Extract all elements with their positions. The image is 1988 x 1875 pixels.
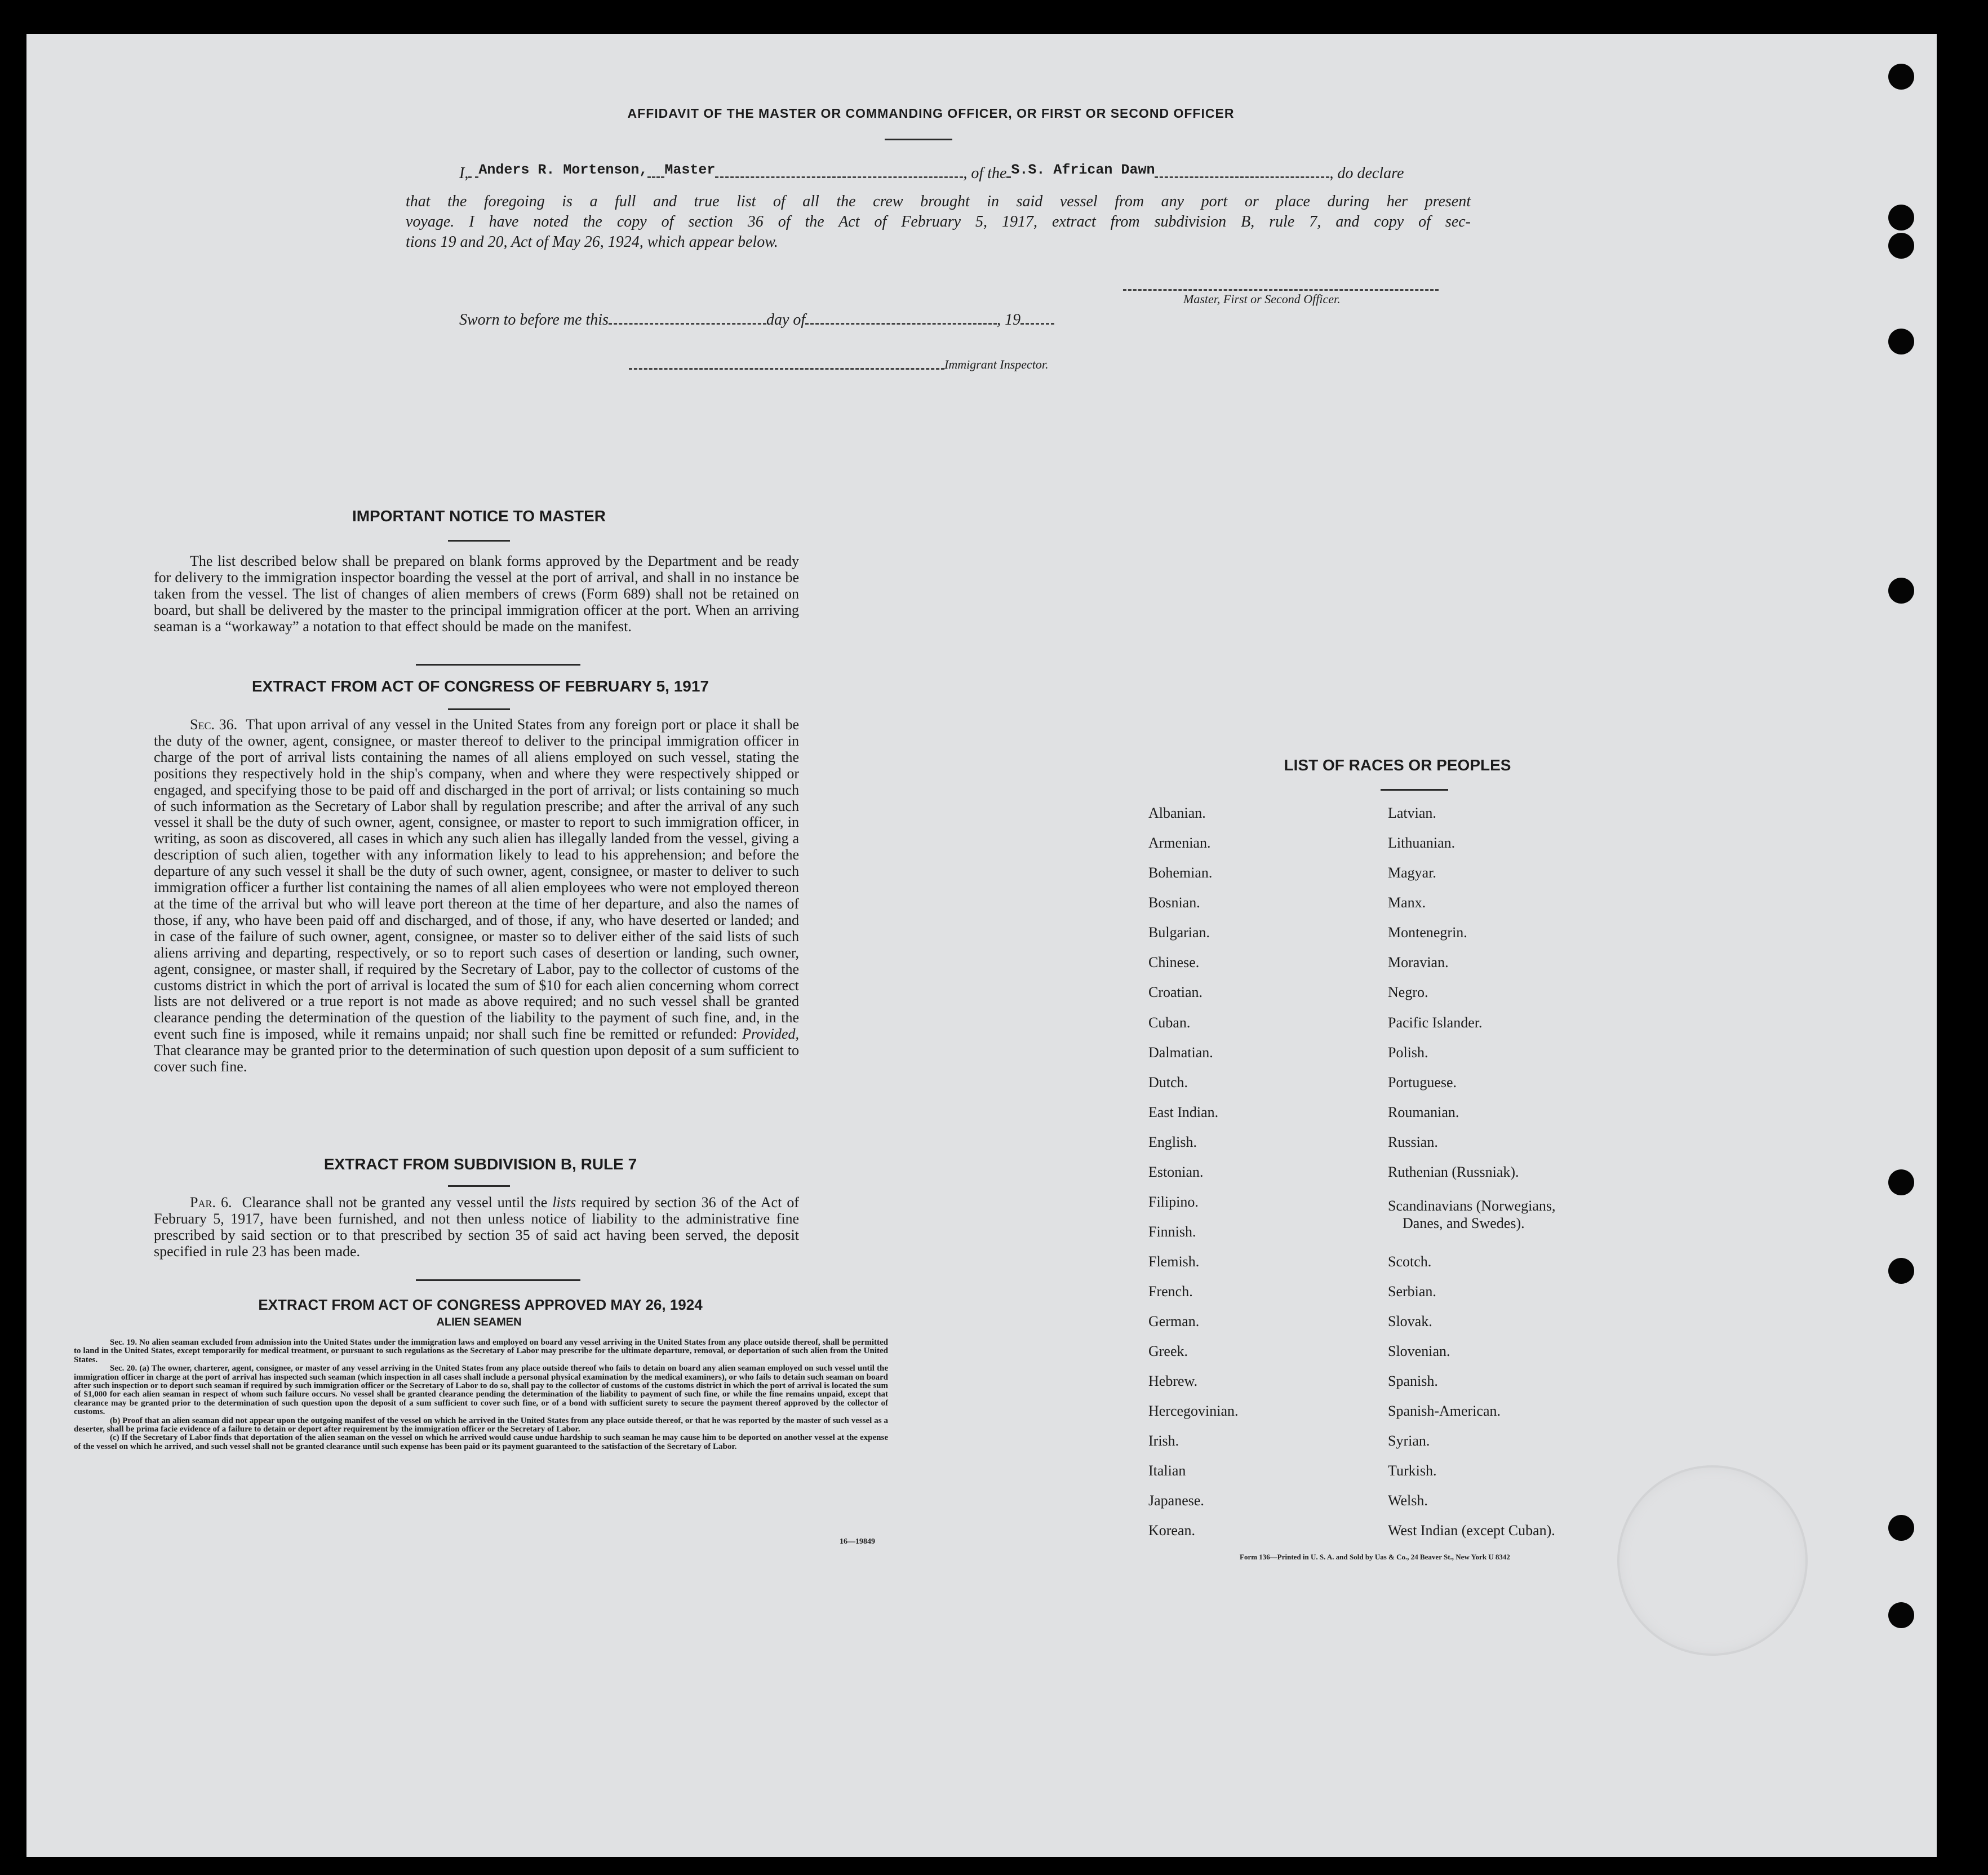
race-item: East Indian. xyxy=(1148,1104,1219,1120)
race-item: Hebrew. xyxy=(1148,1373,1198,1389)
sworn-line xyxy=(459,311,1054,329)
extract-1917-body xyxy=(154,717,799,1075)
race-item: Moravian. xyxy=(1388,954,1449,970)
race-item: English. xyxy=(1148,1134,1197,1150)
day-of-label: day of xyxy=(766,311,806,329)
extract-1917-rule xyxy=(448,708,510,710)
race-item: Bulgarian. xyxy=(1148,924,1210,941)
affidavit-i: I, xyxy=(459,165,469,182)
race-item: Manx. xyxy=(1388,894,1426,911)
provided-label: Provided, xyxy=(742,1026,799,1043)
inspector-label: Immigrant Inspector. xyxy=(944,357,1049,371)
inspector-line xyxy=(629,368,944,370)
section-20c-text: (c) If the Secretary of Labor finds that deportation of the alien seaman on the vessel on which he arrived would cause undue hardship to such seaman he may cause him to be deported on another vessel at the expense of the vessel on which he arrived, and such vessel shall not be granted clearance until such expense has been paid or its payment guaranteed to the satisfaction of the Secretary of Labor. xyxy=(74,1433,888,1451)
race-item: Welsh. xyxy=(1388,1492,1428,1509)
race-item: Chinese. xyxy=(1148,954,1200,970)
affidavit-title-rule xyxy=(885,139,952,140)
rule-7-pre: Clearance shall not be granted any vessel until the xyxy=(242,1194,548,1211)
race-item: Greek. xyxy=(1148,1343,1188,1359)
race-item: Lithuanian. xyxy=(1388,835,1456,851)
race-item: Bohemian. xyxy=(1148,865,1213,881)
race-item: Polish. xyxy=(1388,1044,1428,1061)
vessel-name: S.S. African Dawn xyxy=(1011,162,1155,178)
race-item: Syrian. xyxy=(1388,1433,1430,1449)
race-item: Portuguese. xyxy=(1388,1074,1457,1091)
race-item: Magyar. xyxy=(1388,865,1436,881)
race-item: Slovak. xyxy=(1388,1313,1432,1329)
race-item: Turkish. xyxy=(1388,1462,1437,1479)
rule-7-text: required by section 36 of the Act of February 5, 1917, have been furnished, and not then unless notice of liability to the administrative fine prescribed by said section or to that prescribed by section 35 of said act having been served, the deposit specified in rule 23 has been made. xyxy=(154,1194,800,1260)
lists-word: lists xyxy=(552,1194,576,1211)
master-name: Anders R. Mortenson, xyxy=(478,162,648,178)
race-item: French. xyxy=(1148,1283,1193,1300)
do-declare-label: , do declare xyxy=(1329,165,1404,182)
punch-hole xyxy=(1888,205,1914,231)
race-item: Armenian. xyxy=(1148,835,1211,851)
section-20a-text: Sec. 20. (a) The owner, charterer, agent, consignee, or master of any vessel arriving in the United States from any place outside thereof who fails to detain on board any alien seaman employed on such vessel until the immigration officer in charge at the port of arrival has inspected such seaman (which inspection in all cases shall include a personal physical examination by the medical examiners), or who fails to detain such seaman on board after such inspection or to deport such seaman if required by such immigration officer or the Secretary of Labor to do so, shall pay to the collector of customs of the customs district in which the port of arrival is located the sum of $1,000 for each alien seaman in respect of whom such failure occurs. No vessel shall be granted clearance pending the determination of the liability to payment of such fine, or while the fine remains unpaid, except that clearance may be granted prior to the determination of such question upon the deposit of a sum sufficient to cover such fine, or of a bond with sufficient surety to secure the payment thereof approved by the collector of customs. xyxy=(74,1364,888,1417)
race-item: Japanese. xyxy=(1148,1492,1204,1509)
race-item: Danes, and Swedes). xyxy=(1403,1215,1525,1231)
affidavit-line-1: that the foregoing is a full and true list of all the crew brought in said vessel from any port or place during her present xyxy=(406,193,1471,210)
race-item: Flemish. xyxy=(1148,1253,1200,1270)
punch-hole xyxy=(1888,1602,1914,1628)
race-item: Serbian. xyxy=(1388,1283,1436,1300)
punch-hole xyxy=(1888,329,1914,354)
races-title-rule xyxy=(1381,789,1448,791)
race-item: Russian. xyxy=(1388,1134,1438,1150)
race-item: Croatian. xyxy=(1148,984,1203,1000)
section-36-label: Sec. 36. xyxy=(190,716,238,733)
punch-hole xyxy=(1888,233,1914,259)
punch-hole xyxy=(1888,578,1914,604)
section-20b-text: (b) Proof that an alien seaman did not appear upon the outgoing manifest of the vessel on which he arrived in the United States from any place outside thereof, or that he was reported by the master of such vessel as a deserter, shall be prima facie evidence of a failure to detain or deport after requirement by the immigration officer or the Secretary of Labor. xyxy=(74,1416,888,1434)
punch-hole xyxy=(1888,1258,1914,1284)
race-item: Irish. xyxy=(1148,1433,1179,1449)
punch-hole xyxy=(1888,1169,1914,1195)
paragraph-6-label: Par. 6. xyxy=(190,1194,232,1211)
race-item: Dutch. xyxy=(1148,1074,1188,1091)
race-item: Scandinavians (Norwegians, xyxy=(1388,1198,1556,1214)
race-item: Spanish-American. xyxy=(1388,1403,1501,1419)
race-item: Latvian. xyxy=(1388,805,1436,821)
affidavit-declaration-line xyxy=(459,162,1474,183)
race-item: Montenegrin. xyxy=(1388,924,1467,941)
form-code: 16—19849 xyxy=(840,1537,875,1546)
race-item: Negro. xyxy=(1388,984,1428,1000)
alien-seamen-subtitle: ALIEN SEAMEN xyxy=(436,1316,522,1328)
race-item: German. xyxy=(1148,1313,1200,1329)
race-item: Korean. xyxy=(1148,1522,1196,1539)
race-item: Dalmatian. xyxy=(1148,1044,1213,1061)
section-19-text: Sec. 19. No alien seaman excluded from admission into the United States under the immigration laws and employed on board any vessel arriving in the United States from any place outside thereof, shall be permitted to land in the United States, except temporarily for medical treatment, or pursuant to such regulations as the Secretary of Labor may prescribe for the ultimate departure, removal, or deportation of such alien from the United States. xyxy=(74,1338,888,1364)
race-item: Finnish. xyxy=(1148,1224,1196,1240)
rule-7-title: EXTRACT FROM SUBDIVISION B, RULE 7 xyxy=(323,1155,637,1173)
affidavit-title: AFFIDAVIT OF THE MASTER OR COMMANDING OFFICER, OR FIRST OR SECOND OFFICER xyxy=(627,106,1235,121)
race-item: Bosnian. xyxy=(1148,894,1200,911)
race-item: Filipino. xyxy=(1148,1194,1199,1210)
rule-7-divider xyxy=(416,1279,580,1281)
signature-label: Master, First or Second Officer. xyxy=(1183,292,1341,306)
affidavit-line-2: voyage. I have noted the copy of section 36 of the Act of February 5, 1917, extract from subdivision B, rule 7, and copy of sec- xyxy=(406,213,1471,231)
printer-footer: Form 136—Printed in U. S. A. and Sold by Uas & Co., 24 Beaver St., New York U 8342 xyxy=(1240,1553,1510,1561)
race-item: Roumanian. xyxy=(1388,1104,1459,1120)
sworn-label: Sworn to before me this xyxy=(459,311,609,329)
race-item: Ruthenian (Russniak). xyxy=(1388,1164,1519,1180)
race-item: Estonian. xyxy=(1148,1164,1204,1180)
extract-1924-title: EXTRACT FROM ACT OF CONGRESS APPROVED MAY 26, 1924 xyxy=(258,1296,703,1313)
race-item: Pacific Islander. xyxy=(1388,1014,1483,1031)
race-item: Slovenian. xyxy=(1388,1343,1450,1359)
extract-1924-body xyxy=(74,1338,888,1451)
of-the-label: , of the xyxy=(963,165,1007,182)
embossed-seal xyxy=(1617,1465,1808,1656)
notice-title: IMPORTANT NOTICE TO MASTER xyxy=(352,507,606,525)
extract-1917-title: EXTRACT FROM ACT OF CONGRESS OF FEBRUARY 5, 1917 xyxy=(251,677,709,695)
section-36-text: That upon arrival of any vessel in the United States from any foreign port or place it shall be the duty of the owner, agent, consignee, or master thereof to deliver to the principal immigration officer in charge of the port of arrival lists containing the names of all aliens employed on such vessel, stating the positions they respectively hold in the ship's company, when and where they were respectively shipped or engaged, and specifying those to be paid off and discharged in the port of arrival; or lists containing so much of such information as the Secretary of Labor shall by regulation prescribe; and after the arrival of any such vessel it shall be the duty of such owner, agent, consignee, or master to report to such immigration officer, in writing, as soon as discovered, all cases in which any such alien has illegally landed from the vessel, giving a description of such alien, together with any information likely to lead to his apprehension; and before the departure of any such vessel it shall be the duty of such owner, agent, consignee, or master to deliver to such immigration officer a further list containing the names of all alien employees who were not employed thereon at the time of the arrival but who will leave port thereon at the time of her departure, and also the names of those, if any, who have been paid off and discharged, and of those, if any, who have deserted or landed; and in case of the failure of such owner, agent, consignee, or master so to deliver either of the said lists of such aliens arriving and departing, respectively, or so to report such cases of desertion or landing, such owner, agent, consignee, or master shall, if required by the Secretary of Labor, pay to the collector of customs of the customs district in which the port of arrival is located the sum of $10 for each alien concerning whom correct lists are not delivered or a true report is not made as above required; and no such vessel shall be granted clearance pending the determination of the question of the liability to the payment of such fine, and, in the event such fine is imposed, while it remains unpaid; nor shall such fine be remitted or refunded: xyxy=(154,716,799,1043)
punch-hole xyxy=(1888,64,1914,90)
race-item: West Indian (except Cuban). xyxy=(1388,1522,1555,1539)
notice-divider xyxy=(416,664,580,666)
race-item: Cuban. xyxy=(1148,1014,1191,1031)
signature-line xyxy=(1123,289,1439,291)
notice-body: The list described below shall be prepared on blank forms approved by the Department and be ready for delivery to the immigration inspector boarding the vessel at the port of arrival, and shall in no instance be taken from the vessel. The list of changes of alien members of crews (Form 689) shall not be retained on board, but shall be delivered by the master to the principal immigration officer at the port. When an arriving seaman is a “workaway” a notation to that effect should be made on the manifest. xyxy=(154,553,799,635)
affidavit-line-3: tions 19 and 20, Act of May 26, 1924, which appear below. xyxy=(406,233,778,251)
notice-title-rule xyxy=(448,540,510,542)
year-label: , 19 xyxy=(997,311,1021,329)
rule-7-body xyxy=(154,1195,799,1260)
race-item: Scotch. xyxy=(1388,1253,1432,1270)
races-title: LIST OF RACES OR PEOPLES xyxy=(1284,756,1511,774)
punch-hole xyxy=(1888,1515,1914,1541)
master-rank: Master xyxy=(664,162,716,178)
race-item: Hercegovinian. xyxy=(1148,1403,1239,1419)
section-36-tail: That clearance may be granted prior to the determination of such question upon deposit of a sum sufficient to cover such fine. xyxy=(154,1042,799,1075)
race-item: Albanian. xyxy=(1148,805,1206,821)
race-item: Italian xyxy=(1148,1462,1186,1479)
race-item: Spanish. xyxy=(1388,1373,1438,1389)
rule-7-rule xyxy=(448,1185,510,1187)
